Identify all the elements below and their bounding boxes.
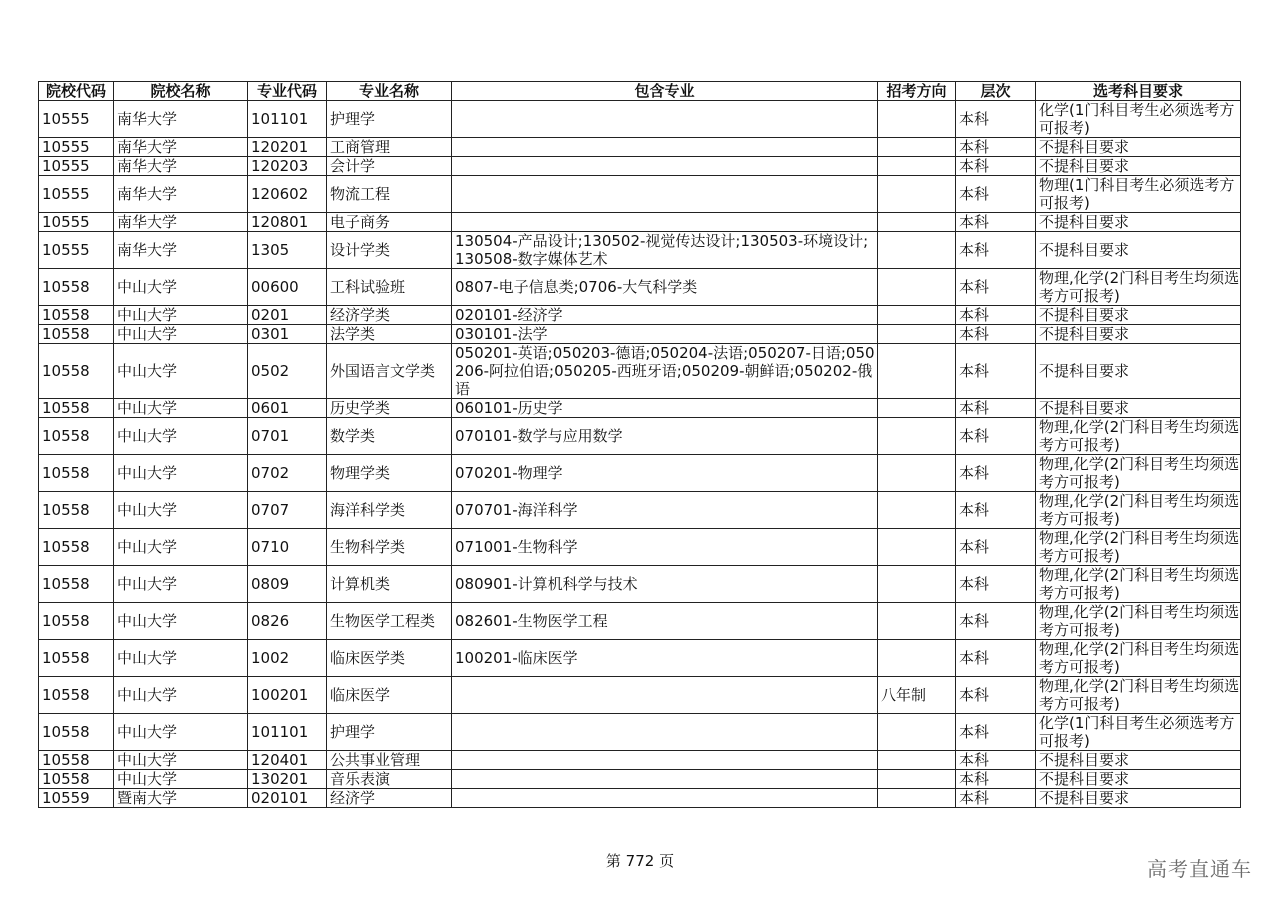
- cell-subject-requirement: 不提科目要求: [1036, 751, 1241, 770]
- cell-subject-requirement: 物理,化学(2门科目考生均须选考方可报考): [1036, 566, 1241, 603]
- cell-major-name: 工商管理: [327, 138, 452, 157]
- cell-major-code: 0502: [248, 344, 327, 399]
- header-major-code: 专业代码: [248, 82, 327, 101]
- cell-level: 本科: [956, 344, 1036, 399]
- cell-major-name: 外国语言文学类: [327, 344, 452, 399]
- header-level: 层次: [956, 82, 1036, 101]
- cell-included-majors: [452, 789, 878, 808]
- cell-subject-requirement: 物理,化学(2门科目考生均须选考方可报考): [1036, 492, 1241, 529]
- watermark: 高考直通车: [1147, 857, 1252, 881]
- cell-school-name: 中山大学: [114, 455, 248, 492]
- cell-subject-requirement: 不提科目要求: [1036, 344, 1241, 399]
- cell-major-name: 音乐表演: [327, 770, 452, 789]
- cell-school-name: 中山大学: [114, 344, 248, 399]
- cell-school-name: 中山大学: [114, 770, 248, 789]
- cell-direction: [878, 101, 956, 138]
- table-row: [39, 751, 1241, 770]
- cell-included-majors: 070701-海洋科学: [452, 492, 878, 529]
- cell-direction: [878, 770, 956, 789]
- cell-major-name: 计算机类: [327, 566, 452, 603]
- cell-major-name: 生物医学工程类: [327, 603, 452, 640]
- cell-subject-requirement: 物理(1门科目考生必须选考方可报考): [1036, 176, 1241, 213]
- cell-school-code: 10555: [39, 157, 114, 176]
- cell-included-majors: [452, 770, 878, 789]
- cell-school-name: 中山大学: [114, 418, 248, 455]
- cell-level: 本科: [956, 529, 1036, 566]
- cell-school-code: 10558: [39, 418, 114, 455]
- cell-direction: [878, 269, 956, 306]
- cell-school-code: 10558: [39, 770, 114, 789]
- cell-school-code: 10558: [39, 492, 114, 529]
- cell-major-name: 临床医学: [327, 677, 452, 714]
- cell-level: 本科: [956, 101, 1036, 138]
- cell-subject-requirement: 不提科目要求: [1036, 157, 1241, 176]
- cell-major-name: 数学类: [327, 418, 452, 455]
- table-row: [39, 492, 1241, 529]
- cell-level: 本科: [956, 770, 1036, 789]
- cell-school-name: 中山大学: [114, 751, 248, 770]
- cell-school-name: 中山大学: [114, 677, 248, 714]
- cell-included-majors: [452, 157, 878, 176]
- cell-level: 本科: [956, 176, 1036, 213]
- cell-subject-requirement: 物理,化学(2门科目考生均须选考方可报考): [1036, 269, 1241, 306]
- cell-school-name: 南华大学: [114, 213, 248, 232]
- cell-direction: [878, 455, 956, 492]
- cell-included-majors: 070201-物理学: [452, 455, 878, 492]
- cell-major-code: 120801: [248, 213, 327, 232]
- cell-direction: [878, 157, 956, 176]
- table-row: [39, 232, 1241, 269]
- cell-included-majors: 100201-临床医学: [452, 640, 878, 677]
- cell-school-code: 10558: [39, 640, 114, 677]
- cell-direction: [878, 176, 956, 213]
- cell-subject-requirement: 不提科目要求: [1036, 789, 1241, 808]
- cell-included-majors: 050201-英语;050203-德语;050204-法语;050207-日语;050206-阿拉伯语;050205-西班牙语;050209-朝鲜语;050202-俄语: [452, 344, 878, 399]
- cell-school-code: 10559: [39, 789, 114, 808]
- cell-major-code: 00600: [248, 269, 327, 306]
- cell-subject-requirement: 不提科目要求: [1036, 325, 1241, 344]
- cell-major-name: 公共事业管理: [327, 751, 452, 770]
- cell-direction: [878, 529, 956, 566]
- cell-school-code: 10558: [39, 269, 114, 306]
- cell-school-name: 中山大学: [114, 714, 248, 751]
- table-row: [39, 418, 1241, 455]
- cell-included-majors: [452, 101, 878, 138]
- cell-direction: [878, 399, 956, 418]
- cell-school-code: 10558: [39, 751, 114, 770]
- cell-major-name: 物理学类: [327, 455, 452, 492]
- cell-subject-requirement: 化学(1门科目考生必须选考方可报考): [1036, 101, 1241, 138]
- cell-level: 本科: [956, 138, 1036, 157]
- cell-subject-requirement: 物理,化学(2门科目考生均须选考方可报考): [1036, 455, 1241, 492]
- table-row: [39, 269, 1241, 306]
- cell-major-code: 101101: [248, 714, 327, 751]
- cell-direction: [878, 213, 956, 232]
- cell-school-name: 中山大学: [114, 640, 248, 677]
- cell-included-majors: 070101-数学与应用数学: [452, 418, 878, 455]
- table-row: [39, 770, 1241, 789]
- cell-level: 本科: [956, 306, 1036, 325]
- cell-school-code: 10558: [39, 677, 114, 714]
- table-row: [39, 213, 1241, 232]
- table-header-row: [39, 82, 1241, 101]
- cell-school-name: 暨南大学: [114, 789, 248, 808]
- cell-school-code: 10555: [39, 232, 114, 269]
- cell-direction: [878, 306, 956, 325]
- cell-included-majors: 0807-电子信息类;0706-大气科学类: [452, 269, 878, 306]
- cell-level: 本科: [956, 640, 1036, 677]
- cell-school-name: 中山大学: [114, 399, 248, 418]
- table-body: [39, 101, 1241, 808]
- header-included-majors: 包含专业: [452, 82, 878, 101]
- cell-major-name: 临床医学类: [327, 640, 452, 677]
- header-major-name: 专业名称: [327, 82, 452, 101]
- cell-major-name: 会计学: [327, 157, 452, 176]
- cell-school-code: 10558: [39, 306, 114, 325]
- cell-school-code: 10555: [39, 213, 114, 232]
- cell-school-name: 南华大学: [114, 232, 248, 269]
- cell-school-code: 10558: [39, 529, 114, 566]
- table-row: [39, 101, 1241, 138]
- cell-included-majors: [452, 213, 878, 232]
- table-row: [39, 455, 1241, 492]
- cell-school-name: 中山大学: [114, 566, 248, 603]
- cell-direction: [878, 603, 956, 640]
- cell-major-name: 设计学类: [327, 232, 452, 269]
- cell-subject-requirement: 不提科目要求: [1036, 213, 1241, 232]
- cell-level: 本科: [956, 789, 1036, 808]
- cell-school-name: 中山大学: [114, 325, 248, 344]
- cell-level: 本科: [956, 232, 1036, 269]
- cell-school-name: 中山大学: [114, 603, 248, 640]
- cell-direction: [878, 640, 956, 677]
- cell-school-code: 10558: [39, 344, 114, 399]
- cell-subject-requirement: 物理,化学(2门科目考生均须选考方可报考): [1036, 529, 1241, 566]
- cell-level: 本科: [956, 455, 1036, 492]
- cell-included-majors: [452, 677, 878, 714]
- admission-requirements-table: [38, 81, 1241, 808]
- cell-level: 本科: [956, 399, 1036, 418]
- cell-major-name: 护理学: [327, 714, 452, 751]
- page-number: 第 772 页: [605, 852, 675, 870]
- cell-subject-requirement: 不提科目要求: [1036, 232, 1241, 269]
- cell-level: 本科: [956, 325, 1036, 344]
- cell-school-name: 中山大学: [114, 306, 248, 325]
- cell-direction: [878, 714, 956, 751]
- cell-direction: [878, 418, 956, 455]
- cell-subject-requirement: 化学(1门科目考生必须选考方可报考): [1036, 714, 1241, 751]
- cell-subject-requirement: 不提科目要求: [1036, 770, 1241, 789]
- cell-level: 本科: [956, 714, 1036, 751]
- cell-major-name: 生物科学类: [327, 529, 452, 566]
- cell-direction: [878, 789, 956, 808]
- header-direction: 招考方向: [878, 82, 956, 101]
- cell-school-name: 南华大学: [114, 138, 248, 157]
- cell-subject-requirement: 物理,化学(2门科目考生均须选考方可报考): [1036, 418, 1241, 455]
- cell-major-code: 0601: [248, 399, 327, 418]
- cell-school-code: 10558: [39, 455, 114, 492]
- cell-school-code: 10558: [39, 399, 114, 418]
- cell-included-majors: 130504-产品设计;130502-视觉传达设计;130503-环境设计;130508-数字媒体艺术: [452, 232, 878, 269]
- cell-direction: [878, 751, 956, 770]
- cell-major-name: 经济学类: [327, 306, 452, 325]
- cell-subject-requirement: 物理,化学(2门科目考生均须选考方可报考): [1036, 603, 1241, 640]
- cell-level: 本科: [956, 677, 1036, 714]
- cell-included-majors: 020101-经济学: [452, 306, 878, 325]
- header-school-name: 院校名称: [114, 82, 248, 101]
- cell-direction: [878, 344, 956, 399]
- cell-direction: [878, 492, 956, 529]
- cell-school-code: 10555: [39, 101, 114, 138]
- cell-major-name: 历史学类: [327, 399, 452, 418]
- cell-level: 本科: [956, 418, 1036, 455]
- cell-major-code: 0701: [248, 418, 327, 455]
- cell-included-majors: [452, 751, 878, 770]
- cell-school-name: 南华大学: [114, 101, 248, 138]
- cell-subject-requirement: 物理,化学(2门科目考生均须选考方可报考): [1036, 640, 1241, 677]
- cell-direction: [878, 138, 956, 157]
- table-row: [39, 640, 1241, 677]
- cell-major-code: 0301: [248, 325, 327, 344]
- cell-major-code: 0809: [248, 566, 327, 603]
- cell-major-code: 0707: [248, 492, 327, 529]
- cell-major-code: 020101: [248, 789, 327, 808]
- cell-school-code: 10558: [39, 325, 114, 344]
- cell-school-name: 中山大学: [114, 529, 248, 566]
- header-subject-requirement: 选考科目要求: [1036, 82, 1241, 101]
- cell-included-majors: [452, 138, 878, 157]
- table-row: [39, 306, 1241, 325]
- cell-subject-requirement: 不提科目要求: [1036, 306, 1241, 325]
- cell-major-name: 电子商务: [327, 213, 452, 232]
- table-row: [39, 603, 1241, 640]
- table-row: [39, 529, 1241, 566]
- cell-school-code: 10558: [39, 714, 114, 751]
- table-row: [39, 157, 1241, 176]
- cell-subject-requirement: 物理,化学(2门科目考生均须选考方可报考): [1036, 677, 1241, 714]
- table-row: [39, 399, 1241, 418]
- table-row: [39, 176, 1241, 213]
- cell-included-majors: 030101-法学: [452, 325, 878, 344]
- cell-major-code: 0702: [248, 455, 327, 492]
- cell-major-code: 0826: [248, 603, 327, 640]
- cell-direction: [878, 232, 956, 269]
- cell-school-code: 10558: [39, 566, 114, 603]
- cell-school-code: 10555: [39, 138, 114, 157]
- table-row: [39, 789, 1241, 808]
- cell-school-code: 10555: [39, 176, 114, 213]
- cell-direction: 八年制: [878, 677, 956, 714]
- cell-major-name: 护理学: [327, 101, 452, 138]
- table-row: [39, 714, 1241, 751]
- table-row: [39, 566, 1241, 603]
- cell-major-code: 0710: [248, 529, 327, 566]
- cell-major-code: 130201: [248, 770, 327, 789]
- cell-included-majors: [452, 714, 878, 751]
- header-school-code: 院校代码: [39, 82, 114, 101]
- cell-level: 本科: [956, 269, 1036, 306]
- cell-level: 本科: [956, 751, 1036, 770]
- cell-major-code: 120602: [248, 176, 327, 213]
- cell-major-code: 100201: [248, 677, 327, 714]
- cell-subject-requirement: 不提科目要求: [1036, 138, 1241, 157]
- cell-included-majors: 060101-历史学: [452, 399, 878, 418]
- cell-major-name: 法学类: [327, 325, 452, 344]
- cell-school-name: 中山大学: [114, 492, 248, 529]
- cell-included-majors: 071001-生物科学: [452, 529, 878, 566]
- cell-school-name: 南华大学: [114, 176, 248, 213]
- cell-major-code: 0201: [248, 306, 327, 325]
- cell-direction: [878, 566, 956, 603]
- cell-school-code: 10558: [39, 603, 114, 640]
- cell-major-name: 海洋科学类: [327, 492, 452, 529]
- table-row: [39, 344, 1241, 399]
- cell-school-name: 南华大学: [114, 157, 248, 176]
- cell-major-code: 1305: [248, 232, 327, 269]
- cell-level: 本科: [956, 213, 1036, 232]
- cell-major-code: 120401: [248, 751, 327, 770]
- table-row: [39, 138, 1241, 157]
- cell-included-majors: 080901-计算机科学与技术: [452, 566, 878, 603]
- cell-included-majors: [452, 176, 878, 213]
- cell-subject-requirement: 不提科目要求: [1036, 399, 1241, 418]
- cell-major-code: 1002: [248, 640, 327, 677]
- cell-major-code: 101101: [248, 101, 327, 138]
- cell-level: 本科: [956, 566, 1036, 603]
- cell-included-majors: 082601-生物医学工程: [452, 603, 878, 640]
- cell-level: 本科: [956, 492, 1036, 529]
- cell-major-name: 经济学: [327, 789, 452, 808]
- cell-major-name: 工科试验班: [327, 269, 452, 306]
- cell-major-name: 物流工程: [327, 176, 452, 213]
- cell-direction: [878, 325, 956, 344]
- table-row: [39, 325, 1241, 344]
- cell-level: 本科: [956, 157, 1036, 176]
- cell-school-name: 中山大学: [114, 269, 248, 306]
- cell-level: 本科: [956, 603, 1036, 640]
- cell-major-code: 120201: [248, 138, 327, 157]
- table-row: [39, 677, 1241, 714]
- cell-major-code: 120203: [248, 157, 327, 176]
